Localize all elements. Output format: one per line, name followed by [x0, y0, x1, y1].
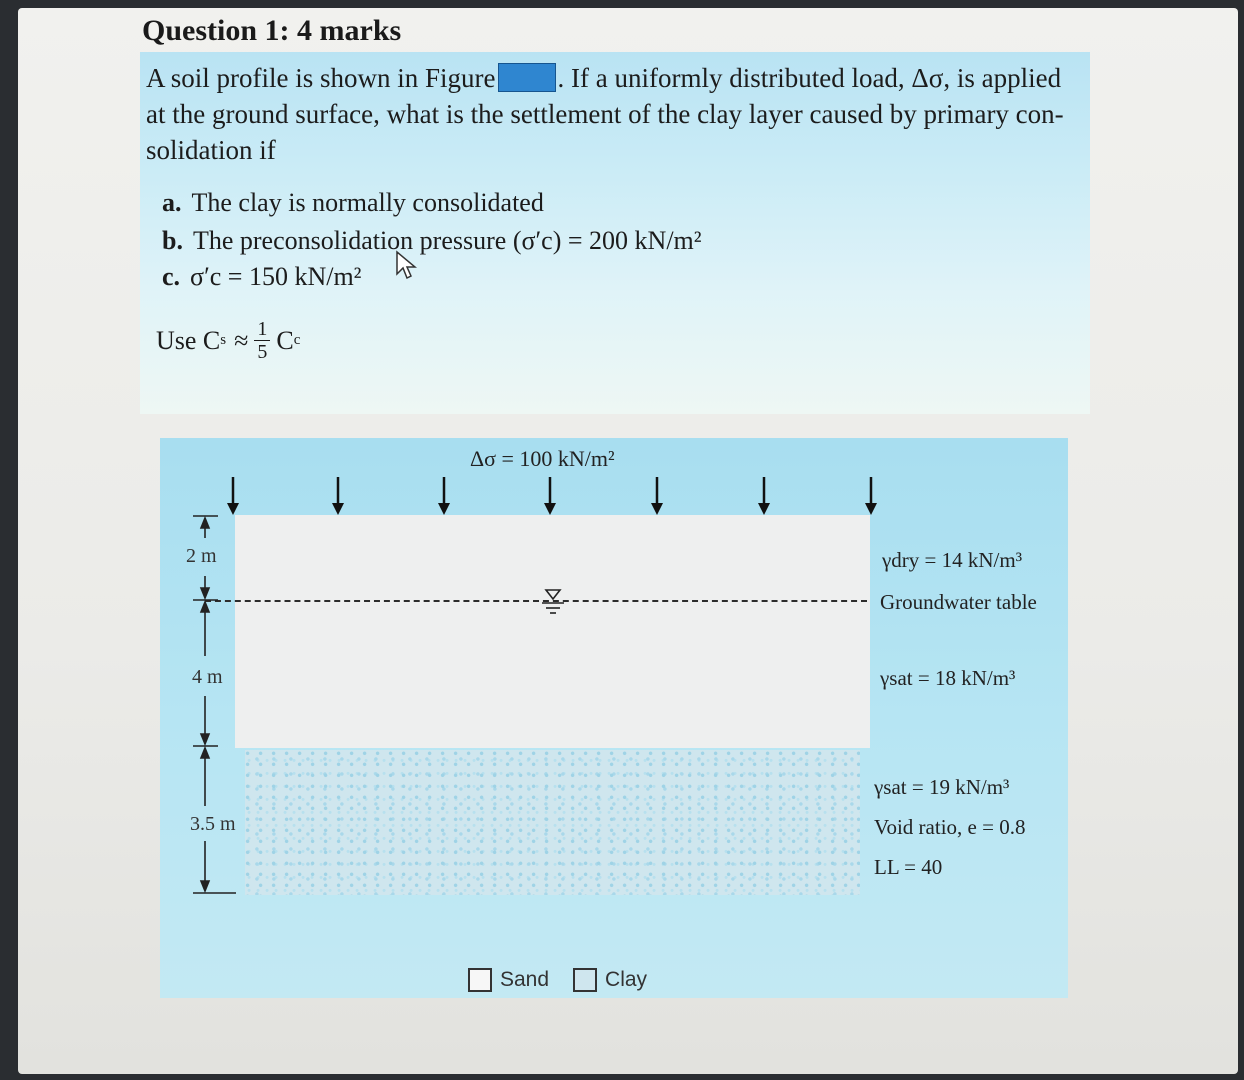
part-b [162, 226, 702, 256]
fraction [254, 318, 270, 363]
part-c [162, 262, 361, 292]
use-formula [156, 318, 300, 363]
part-b-label: b. [162, 226, 183, 255]
gamma-sat-sand-label: γsat = 18 kN/m³ [880, 666, 1016, 690]
load-arrow-icon [650, 477, 664, 515]
liquid-limit-label: LL = 40 [874, 855, 943, 879]
intro-text-2: . If a uniformly distributed load, Δσ, is applied at the ground surface, what is the settlement of the clay layer caused by primary con-solidation if [146, 63, 1064, 165]
intro-text-1: A soil profile is shown in Figure [146, 63, 496, 93]
use-suffix: C [276, 325, 294, 355]
legend-sand-swatch [468, 968, 492, 992]
load-arrow-icon [543, 477, 557, 515]
load-label: Δσ = 100 kN/m² [470, 446, 615, 471]
use-suffix-sub: c [293, 332, 301, 348]
part-a-label: a. [162, 188, 182, 217]
figure-reference-link[interactable] [498, 63, 556, 92]
sand-layer [235, 515, 870, 748]
legend-sand-label: Sand [500, 968, 550, 991]
figure-legend [468, 968, 647, 992]
part-c-label: c. [162, 262, 181, 291]
void-ratio-label: Void ratio, e = 0.8 [874, 815, 1026, 839]
part-a [162, 188, 544, 218]
load-arrow-icon [437, 477, 451, 515]
water-table-icon [540, 586, 566, 620]
dimension-4m: 4 m [192, 666, 223, 688]
fraction-numerator: 1 [254, 318, 270, 341]
use-prefix: Use C [156, 325, 221, 355]
legend-clay-label: Clay [605, 968, 648, 991]
groundwater-table-line [205, 600, 867, 602]
clay-layer [245, 750, 860, 895]
question-heading: Question 1: 4 marks [142, 14, 402, 47]
question-intro [146, 60, 1086, 168]
dimension-2m: 2 m [186, 545, 217, 567]
load-arrow-icon [864, 477, 878, 515]
gamma-dry-label: γdry = 14 kN/m³ [882, 548, 1022, 572]
part-c-text: σ′c = 150 kN/m² [190, 262, 362, 291]
legend-clay-swatch [573, 968, 597, 992]
use-prefix-sub: s [220, 332, 227, 348]
groundwater-table-label: Groundwater table [880, 590, 1037, 614]
dimension-3-5m: 3.5 m [190, 813, 236, 835]
part-b-text: The preconsolidation pressure (σ′c) = 200 kN/m² [192, 226, 702, 255]
gamma-sat-clay-label: γsat = 19 kN/m³ [874, 775, 1010, 799]
fraction-denominator: 5 [257, 341, 268, 363]
mouse-cursor-icon [395, 250, 417, 282]
part-a-text: The clay is normally consolidated [191, 188, 544, 217]
load-arrow-icon [757, 477, 771, 515]
load-arrow-icon [331, 477, 345, 515]
approx-symbol: ≈ [234, 325, 249, 355]
